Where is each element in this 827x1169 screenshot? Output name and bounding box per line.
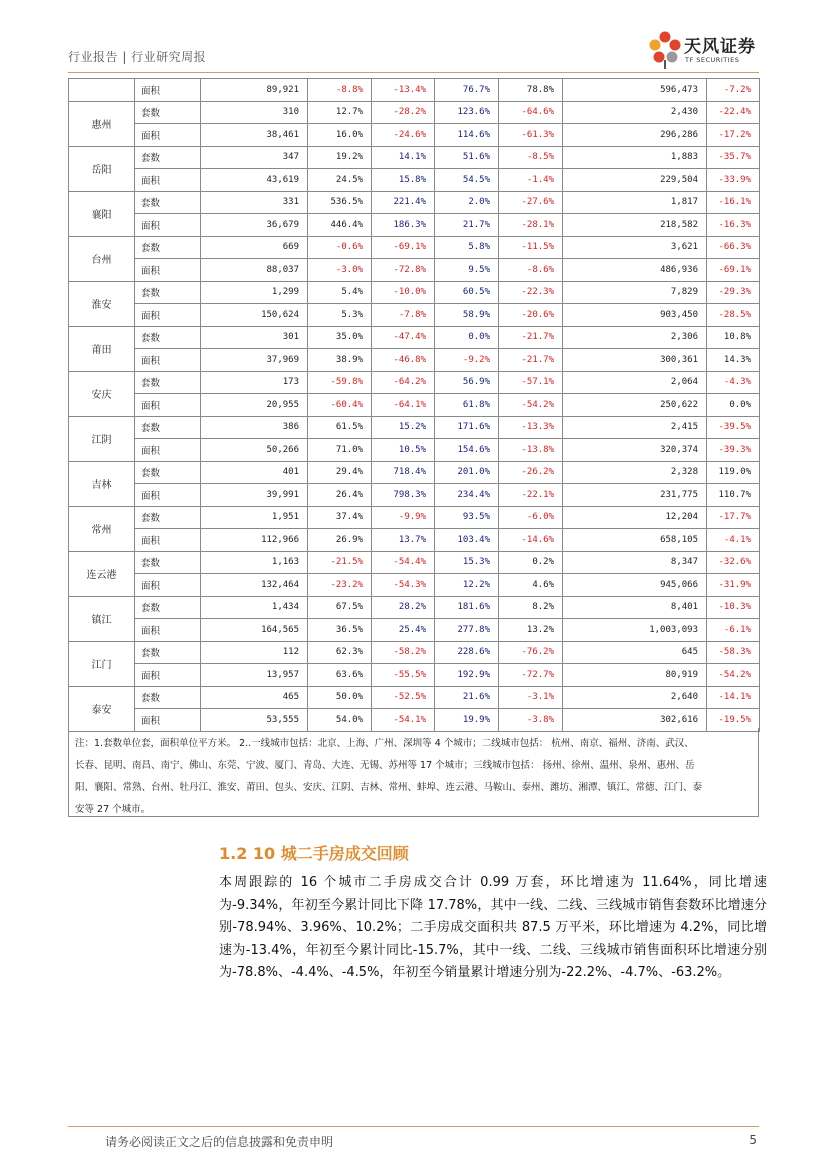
table-cell: 5.3%: [308, 304, 372, 327]
table-cell: 0.2%: [499, 551, 563, 574]
table-cell: 2,328: [563, 461, 707, 484]
table-cell: -20.6%: [499, 304, 563, 327]
table-row: [69, 529, 760, 552]
table-cell: 2.0%: [435, 191, 499, 214]
city-cell: 惠州: [69, 101, 135, 146]
table-cell: 8,347: [563, 551, 707, 574]
table-cell: 88,037: [201, 259, 308, 282]
table-row: [69, 79, 760, 102]
city-cell: 连云港: [69, 551, 135, 596]
table-row: [69, 596, 760, 619]
table-cell: 1,003,093: [563, 619, 707, 642]
table-cell: 26.9%: [308, 529, 372, 552]
table-cell: 150,624: [201, 304, 308, 327]
table-cell: -59.8%: [308, 371, 372, 394]
table-cell: 21.7%: [435, 214, 499, 237]
table-cell: 1,951: [201, 506, 308, 529]
metric-label: 面积: [135, 214, 201, 237]
table-cell: 903,450: [563, 304, 707, 327]
table-cell: 12.7%: [308, 101, 372, 124]
table-cell: 63.6%: [308, 664, 372, 687]
table-cell: -8.8%: [308, 79, 372, 102]
table-cell: 112: [201, 641, 308, 664]
table-cell: -72.7%: [499, 664, 563, 687]
table-cell: 19.9%: [435, 709, 499, 732]
table-cell: 16.0%: [308, 124, 372, 147]
city-cell: [69, 79, 135, 102]
metric-label: 套数: [135, 326, 201, 349]
table-cell: 231,775: [563, 484, 707, 507]
table-cell: -32.6%: [707, 551, 760, 574]
table-cell: -14.6%: [499, 529, 563, 552]
table-cell: 78.8%: [499, 79, 563, 102]
metric-label: 面积: [135, 169, 201, 192]
table-cell: 228.6%: [435, 641, 499, 664]
table-cell: -22.3%: [499, 281, 563, 304]
table-cell: -8.6%: [499, 259, 563, 282]
table-cell: -11.5%: [499, 236, 563, 259]
table-cell: 218,582: [563, 214, 707, 237]
table-cell: 310: [201, 101, 308, 124]
note-line: 安等 27 个城市。: [75, 804, 151, 815]
table-cell: -39.5%: [707, 416, 760, 439]
table-cell: -39.3%: [707, 439, 760, 462]
city-transaction-table: [68, 78, 760, 732]
table-row: [69, 416, 760, 439]
table-cell: 56.9%: [435, 371, 499, 394]
table-cell: 1,299: [201, 281, 308, 304]
flower-logo-icon: [648, 30, 682, 70]
table-cell: -3.8%: [499, 709, 563, 732]
table-cell: -28.1%: [499, 214, 563, 237]
table-cell: -31.9%: [707, 574, 760, 597]
table-cell: -52.5%: [372, 686, 435, 709]
table-cell: 320,374: [563, 439, 707, 462]
table-cell: 51.6%: [435, 146, 499, 169]
table-row: [69, 281, 760, 304]
table-cell: 2,306: [563, 326, 707, 349]
table-row: [69, 236, 760, 259]
table-cell: 7,829: [563, 281, 707, 304]
table-cell: -23.2%: [308, 574, 372, 597]
metric-label: 面积: [135, 124, 201, 147]
city-cell: 襄阳: [69, 191, 135, 236]
city-cell: 江阴: [69, 416, 135, 461]
city-cell: 岳阳: [69, 146, 135, 191]
metric-label: 面积: [135, 529, 201, 552]
table-row: [69, 371, 760, 394]
table-cell: 58.9%: [435, 304, 499, 327]
table-cell: 173: [201, 371, 308, 394]
table-cell: 1,434: [201, 596, 308, 619]
metric-label: 套数: [135, 281, 201, 304]
table-cell: 0.0%: [435, 326, 499, 349]
table-row: [69, 349, 760, 372]
table-cell: 89,921: [201, 79, 308, 102]
table-cell: 67.5%: [308, 596, 372, 619]
table-cell: 10.8%: [707, 326, 760, 349]
header-divider: [68, 72, 759, 73]
metric-label: 面积: [135, 79, 201, 102]
table-row: [69, 304, 760, 327]
metric-label: 套数: [135, 236, 201, 259]
table-cell: 8.2%: [499, 596, 563, 619]
table-cell: -69.1%: [372, 236, 435, 259]
table-cell: -64.2%: [372, 371, 435, 394]
table-cell: 2,430: [563, 101, 707, 124]
table-cell: -24.6%: [372, 124, 435, 147]
table-cell: 132,464: [201, 574, 308, 597]
table-cell: 80,919: [563, 664, 707, 687]
table-cell: 62.3%: [308, 641, 372, 664]
metric-label: 套数: [135, 461, 201, 484]
table-cell: -8.5%: [499, 146, 563, 169]
table-cell: 14.1%: [372, 146, 435, 169]
table-cell: 401: [201, 461, 308, 484]
page-number: 5: [749, 1133, 757, 1147]
section-paragraph: 本周跟踪的 16 个城市二手房成交合计 0.99 万套，环比增速为 11.64%，同比增速为-9.34%，年初至今累计同比下降 17.78%，其中一线、二线、三线城市销售套数环比增速分别-78.94%、3.96%、10.2%；二手房成交面积共 87.5 万平米，环比增速为 4.2%，同比增速为-13.4%，年初至今累计同比-15.7%，其中一线、二线、三线城市销售面积环比增速分别为-78.8%、-4.4%、-4.5%，年初至今销量累计增速分别为-22.2%、-4.7%、-63.2%。: [219, 875, 767, 980]
table-cell: -46.8%: [372, 349, 435, 372]
table-cell: 192.9%: [435, 664, 499, 687]
table-row: [69, 484, 760, 507]
table-cell: -69.1%: [707, 259, 760, 282]
table-cell: 61.5%: [308, 416, 372, 439]
table-cell: -3.0%: [308, 259, 372, 282]
metric-label: 套数: [135, 596, 201, 619]
table-cell: 13.2%: [499, 619, 563, 642]
table-cell: -16.3%: [707, 214, 760, 237]
table-cell: 24.5%: [308, 169, 372, 192]
table-cell: -3.1%: [499, 686, 563, 709]
table-cell: -1.4%: [499, 169, 563, 192]
table-cell: 347: [201, 146, 308, 169]
table-cell: 39,991: [201, 484, 308, 507]
table-cell: 25.4%: [372, 619, 435, 642]
table-cell: 38.9%: [308, 349, 372, 372]
table-cell: 28.2%: [372, 596, 435, 619]
table-row: [69, 686, 760, 709]
table-cell: 54.0%: [308, 709, 372, 732]
table-cell: -7.8%: [372, 304, 435, 327]
table-cell: 13,957: [201, 664, 308, 687]
table-cell: -35.7%: [707, 146, 760, 169]
table-cell: -54.2%: [707, 664, 760, 687]
table-cell: -58.2%: [372, 641, 435, 664]
table-cell: -7.2%: [707, 79, 760, 102]
table-row: [69, 326, 760, 349]
table-cell: 331: [201, 191, 308, 214]
table-cell: 234.4%: [435, 484, 499, 507]
table-cell: -6.1%: [707, 619, 760, 642]
table-cell: 29.4%: [308, 461, 372, 484]
table-cell: -55.5%: [372, 664, 435, 687]
table-cell: 50,266: [201, 439, 308, 462]
table-cell: -66.3%: [707, 236, 760, 259]
table-row: [69, 394, 760, 417]
table-cell: -61.3%: [499, 124, 563, 147]
table-cell: 536.5%: [308, 191, 372, 214]
table-row: [69, 101, 760, 124]
table-cell: 658,105: [563, 529, 707, 552]
metric-label: 套数: [135, 101, 201, 124]
table-cell: -54.3%: [372, 574, 435, 597]
footer-disclaimer: 请务必阅读正文之后的信息披露和免责申明: [105, 1135, 334, 1149]
metric-label: 面积: [135, 394, 201, 417]
company-logo: [648, 28, 763, 72]
table-cell: 386: [201, 416, 308, 439]
table-cell: 60.5%: [435, 281, 499, 304]
table-cell: 1,163: [201, 551, 308, 574]
table-cell: 19.2%: [308, 146, 372, 169]
table-cell: 154.6%: [435, 439, 499, 462]
metric-label: 面积: [135, 349, 201, 372]
table-cell: 114.6%: [435, 124, 499, 147]
table-cell: 2,640: [563, 686, 707, 709]
table-row: [69, 619, 760, 642]
table-cell: -0.6%: [308, 236, 372, 259]
table-cell: 110.7%: [707, 484, 760, 507]
table-cell: -64.6%: [499, 101, 563, 124]
table-cell: 54.5%: [435, 169, 499, 192]
table-cell: -72.8%: [372, 259, 435, 282]
metric-label: 面积: [135, 304, 201, 327]
table-row: [69, 169, 760, 192]
table-cell: -22.1%: [499, 484, 563, 507]
table-cell: 1,817: [563, 191, 707, 214]
table-cell: -21.7%: [499, 326, 563, 349]
table-cell: -10.0%: [372, 281, 435, 304]
table-cell: 945,066: [563, 574, 707, 597]
report-header: 行业报告 | 行业研究周报: [68, 50, 207, 64]
table-row: [69, 439, 760, 462]
note-line: 阳、襄阳、常熟、台州、牡丹江、淮安、莆田、包头、安庆、江阴、吉林、常州、蚌埠、连云港、马鞍山、泰州、潍坊、湘潭、镇江、常德、江门、泰: [75, 782, 703, 793]
table-cell: 36.5%: [308, 619, 372, 642]
table-cell: -27.6%: [499, 191, 563, 214]
metric-label: 套数: [135, 686, 201, 709]
table-cell: 9.5%: [435, 259, 499, 282]
table-cell: 12.2%: [435, 574, 499, 597]
table-cell: 21.6%: [435, 686, 499, 709]
table-cell: -22.4%: [707, 101, 760, 124]
table-cell: 37.4%: [308, 506, 372, 529]
table-cell: 229,504: [563, 169, 707, 192]
table-cell: 76.7%: [435, 79, 499, 102]
metric-label: 套数: [135, 506, 201, 529]
table-cell: -47.4%: [372, 326, 435, 349]
city-cell: 吉林: [69, 461, 135, 506]
table-cell: 486,936: [563, 259, 707, 282]
table-cell: 38,461: [201, 124, 308, 147]
metric-label: 面积: [135, 709, 201, 732]
table-cell: -33.9%: [707, 169, 760, 192]
logo-english: TF SECURITIES: [685, 56, 740, 64]
table-cell: 718.4%: [372, 461, 435, 484]
table-cell: 36,679: [201, 214, 308, 237]
table-row: [69, 124, 760, 147]
table-cell: -14.1%: [707, 686, 760, 709]
city-cell: 江门: [69, 641, 135, 686]
table-cell: 53,555: [201, 709, 308, 732]
table-cell: -28.5%: [707, 304, 760, 327]
table-cell: -6.0%: [499, 506, 563, 529]
table-cell: 119.0%: [707, 461, 760, 484]
table-cell: 2,415: [563, 416, 707, 439]
table-cell: 277.8%: [435, 619, 499, 642]
table-cell: -60.4%: [308, 394, 372, 417]
table-cell: 1,883: [563, 146, 707, 169]
table-cell: 71.0%: [308, 439, 372, 462]
table-row: [69, 214, 760, 237]
table-cell: 0.0%: [707, 394, 760, 417]
table-cell: 171.6%: [435, 416, 499, 439]
table-cell: -57.1%: [499, 371, 563, 394]
table-cell: 181.6%: [435, 596, 499, 619]
metric-label: 套数: [135, 416, 201, 439]
metric-label: 套数: [135, 371, 201, 394]
table-cell: 15.3%: [435, 551, 499, 574]
table-cell: 221.4%: [372, 191, 435, 214]
city-cell: 淮安: [69, 281, 135, 326]
table-cell: 301: [201, 326, 308, 349]
table-cell: 798.3%: [372, 484, 435, 507]
table-cell: -4.1%: [707, 529, 760, 552]
table-row: [69, 506, 760, 529]
table-cell: 164,565: [201, 619, 308, 642]
table-cell: -9.2%: [435, 349, 499, 372]
table-cell: 13.7%: [372, 529, 435, 552]
table-cell: 43,619: [201, 169, 308, 192]
city-cell: 常州: [69, 506, 135, 551]
table-note: [68, 728, 759, 817]
table-cell: -64.1%: [372, 394, 435, 417]
table-cell: 446.4%: [308, 214, 372, 237]
table-cell: 8,401: [563, 596, 707, 619]
table-cell: 201.0%: [435, 461, 499, 484]
table-cell: 4.6%: [499, 574, 563, 597]
table-cell: -29.3%: [707, 281, 760, 304]
metric-label: 套数: [135, 641, 201, 664]
table-cell: -54.4%: [372, 551, 435, 574]
table-cell: -26.2%: [499, 461, 563, 484]
table-cell: -58.3%: [707, 641, 760, 664]
table-cell: 186.3%: [372, 214, 435, 237]
table-cell: 465: [201, 686, 308, 709]
table-cell: 302,616: [563, 709, 707, 732]
city-cell: 镇江: [69, 596, 135, 641]
table-cell: 112,966: [201, 529, 308, 552]
table-cell: 5.4%: [308, 281, 372, 304]
city-cell: 莆田: [69, 326, 135, 371]
table-row: [69, 664, 760, 687]
table-cell: 300,361: [563, 349, 707, 372]
table-cell: 15.8%: [372, 169, 435, 192]
table-cell: 20,955: [201, 394, 308, 417]
metric-label: 套数: [135, 191, 201, 214]
table-cell: -13.8%: [499, 439, 563, 462]
table-cell: 26.4%: [308, 484, 372, 507]
metric-label: 套数: [135, 146, 201, 169]
table-cell: 61.8%: [435, 394, 499, 417]
table-row: [69, 461, 760, 484]
table-cell: 123.6%: [435, 101, 499, 124]
table-cell: 5.8%: [435, 236, 499, 259]
table-row: [69, 259, 760, 282]
note-line: 长春、昆明、南昌、南宁、佛山、东莞、宁波、厦门、青岛、大连、无锡、苏州等 17 个城市；三线城市包括： 扬州、徐州、温州、泉州、惠州、岳: [75, 760, 695, 771]
metric-label: 面积: [135, 574, 201, 597]
table-cell: 14.3%: [707, 349, 760, 372]
table-row: [69, 146, 760, 169]
table-cell: -10.3%: [707, 596, 760, 619]
metric-label: 面积: [135, 439, 201, 462]
table-cell: 15.2%: [372, 416, 435, 439]
table-cell: -17.7%: [707, 506, 760, 529]
table-cell: 93.5%: [435, 506, 499, 529]
table-cell: 645: [563, 641, 707, 664]
table-cell: 3,621: [563, 236, 707, 259]
city-cell: 台州: [69, 236, 135, 281]
table-cell: -54.2%: [499, 394, 563, 417]
table-cell: -17.2%: [707, 124, 760, 147]
table-cell: -4.3%: [707, 371, 760, 394]
table-cell: 37,969: [201, 349, 308, 372]
table-row: [69, 641, 760, 664]
table-row: [69, 551, 760, 574]
table-cell: 50.0%: [308, 686, 372, 709]
table-cell: 296,286: [563, 124, 707, 147]
metric-label: 面积: [135, 619, 201, 642]
table-cell: -54.1%: [372, 709, 435, 732]
metric-label: 套数: [135, 551, 201, 574]
table-cell: -9.9%: [372, 506, 435, 529]
table-cell: -13.3%: [499, 416, 563, 439]
table-cell: 12,204: [563, 506, 707, 529]
metric-label: 面积: [135, 664, 201, 687]
table-cell: -19.5%: [707, 709, 760, 732]
city-cell: 安庆: [69, 371, 135, 416]
table-row: [69, 574, 760, 597]
table-cell: 596,473: [563, 79, 707, 102]
table-cell: -76.2%: [499, 641, 563, 664]
table-cell: -28.2%: [372, 101, 435, 124]
note-line: 注：1.套数单位套，面积单位平方米。 2..一线城市包括：北京、上海、广州、深圳等 4 个城市；二线城市包括： 杭州、南京、福州、济南、武汉、: [75, 738, 694, 749]
metric-label: 面积: [135, 259, 201, 282]
city-cell: 泰安: [69, 686, 135, 731]
table-cell: 35.0%: [308, 326, 372, 349]
table-cell: 10.5%: [372, 439, 435, 462]
table-cell: 669: [201, 236, 308, 259]
footer-divider: [68, 1126, 759, 1127]
table-cell: -21.5%: [308, 551, 372, 574]
logo-name: 天风证券: [684, 37, 756, 57]
table-cell: -13.4%: [372, 79, 435, 102]
section-title: 1.2 10 城二手房成交回顾: [219, 844, 409, 863]
metric-label: 面积: [135, 484, 201, 507]
table-cell: 250,622: [563, 394, 707, 417]
table-cell: -16.1%: [707, 191, 760, 214]
table-cell: 2,064: [563, 371, 707, 394]
table-cell: -21.7%: [499, 349, 563, 372]
table-cell: 103.4%: [435, 529, 499, 552]
table-row: [69, 191, 760, 214]
